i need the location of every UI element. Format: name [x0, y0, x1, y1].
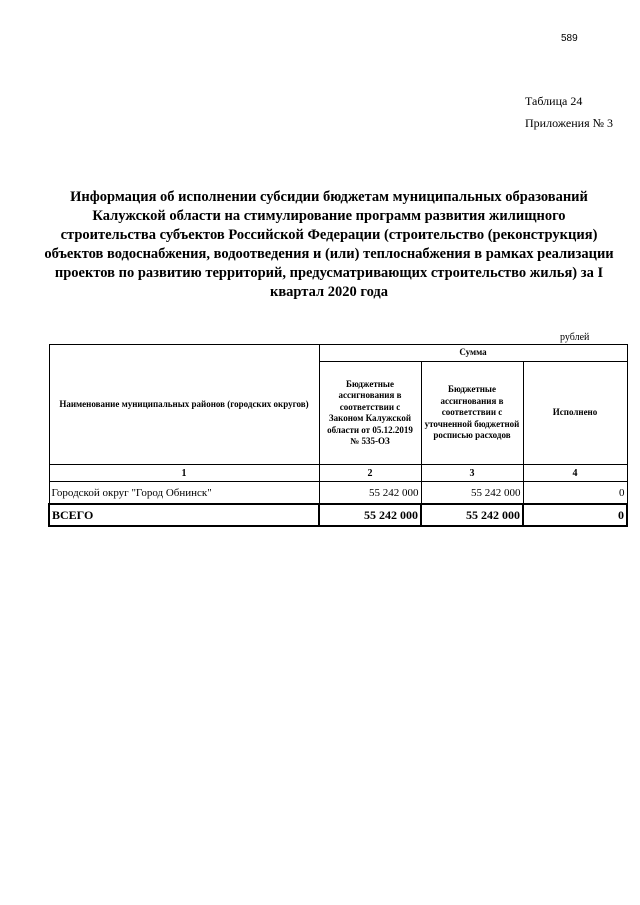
header-executed: Исполнено: [523, 362, 627, 465]
table-label: Таблица 24: [525, 94, 583, 108]
row-executed-value: 0: [523, 482, 627, 505]
header-law-allocations: Бюджетные ассигнования в соответствии с Законом Калужской области от 05.12.2019 № 535-ОЗ: [319, 362, 421, 465]
header-municipality: Наименование муниципальных районов (городских округов): [49, 345, 319, 465]
column-number: 4: [523, 465, 627, 482]
total-budget-value: 55 242 000: [421, 504, 523, 526]
column-number: 1: [49, 465, 319, 482]
document-title: Информация об исполнении субсидии бюджетам муниципальных образований Калужской области на стимулирование программ развития жилищного строительства субъектов Российской Федерации (строительство (реконструкция) объектов водоснабжения, водоотведения и (или) теплоснабжения в рамках реализации проектов по развитию территорий, предусматривающих строительство жилья) за I квартал 2020 года: [44, 189, 614, 300]
total-law-value: 55 242 000: [319, 504, 421, 526]
table-row: [49, 482, 627, 505]
row-law-value: 55 242 000: [319, 482, 421, 505]
total-label: ВСЕГО: [49, 504, 319, 526]
unit-label: рублей: [560, 332, 590, 343]
table-reference: [525, 90, 613, 134]
total-row: [49, 504, 627, 526]
header-budget-allocations: Бюджетные ассигнования в соответствии с уточненной бюджетной росписью расходов: [421, 362, 523, 465]
page-number: 589: [561, 33, 578, 44]
report-table: [48, 344, 628, 527]
total-executed-value: 0: [523, 504, 627, 526]
row-municipality-name: Городской округ "Город Обнинск": [49, 482, 319, 505]
appendix-label: Приложения № 3: [525, 116, 614, 130]
header-sum: Сумма: [319, 345, 627, 362]
row-budget-value: 55 242 000: [421, 482, 523, 505]
column-number: 2: [319, 465, 421, 482]
column-number: 3: [421, 465, 523, 482]
